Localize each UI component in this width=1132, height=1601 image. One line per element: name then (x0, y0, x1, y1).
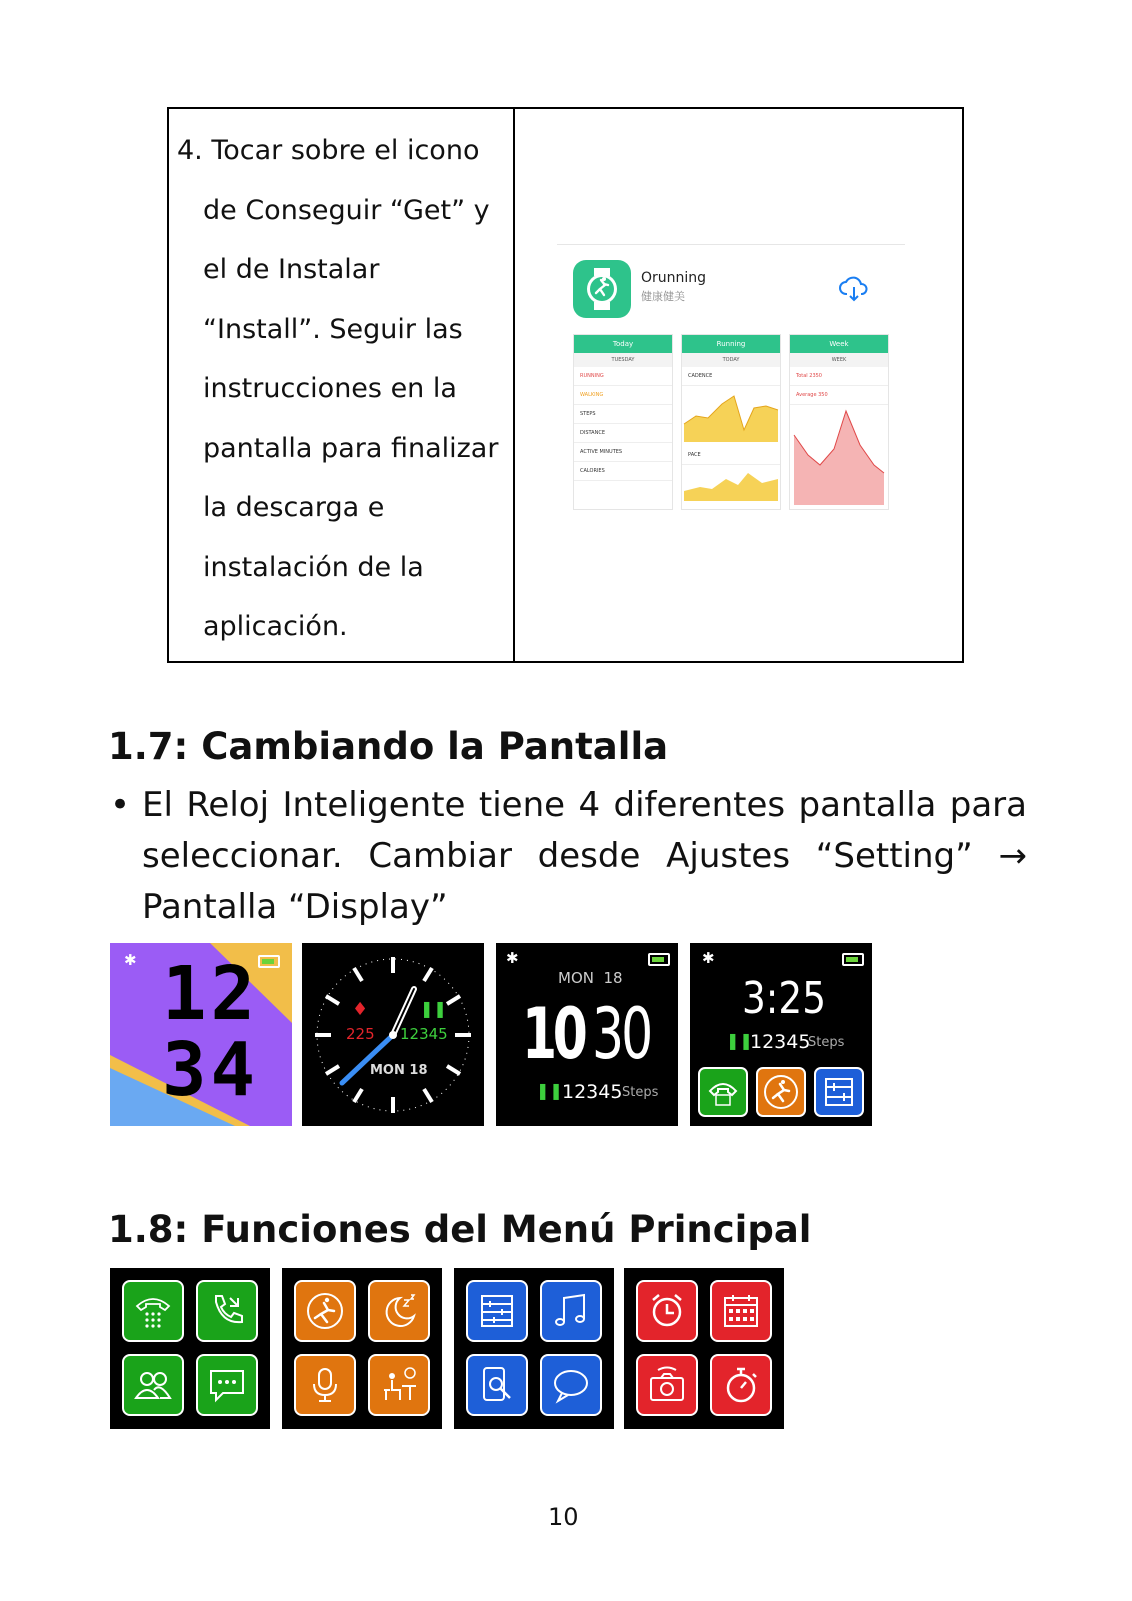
screen-row: DISTANCE (574, 424, 672, 443)
app-screenshot-week (789, 334, 889, 510)
footsteps-icon: ❚❚ (726, 1031, 753, 1050)
bullet: • (110, 785, 131, 825)
menu-page-utilities (624, 1268, 784, 1429)
analog-dial (302, 943, 484, 1126)
chat-tile[interactable] (540, 1354, 602, 1416)
stopwatch-icon (722, 1366, 760, 1404)
screen-subtitle: TODAY (682, 353, 780, 367)
menu-page-tools (454, 1268, 614, 1429)
message-bubble-icon (208, 1366, 246, 1404)
step-instructions (177, 121, 507, 657)
hour-digits: 12 (162, 951, 260, 1037)
runner-icon (306, 1292, 344, 1330)
camera-icon (648, 1366, 686, 1404)
app-screenshot-today (573, 334, 673, 510)
screen-row: PACE (682, 446, 780, 465)
word: “Setting” (815, 836, 973, 876)
step-line: de Conseguir “Get” y (203, 194, 490, 226)
steps-label: Steps (808, 1035, 845, 1050)
sleep-tile[interactable] (368, 1280, 430, 1342)
paragraph-line (142, 831, 1027, 882)
calendar-tile[interactable] (710, 1280, 772, 1342)
phone-keypad-icon (134, 1292, 172, 1330)
contacts-icon (134, 1366, 172, 1404)
table-divider (513, 109, 515, 661)
steps-value: 12345 (750, 1031, 811, 1053)
find-phone-tile[interactable] (466, 1354, 528, 1416)
voice-tile[interactable] (294, 1354, 356, 1416)
step-line: instalación de la (203, 551, 424, 583)
paragraph-line: Pantalla “Display” (142, 887, 448, 927)
flame-icon: ♦ (352, 999, 369, 1020)
minute-digits: 30 (592, 993, 651, 1075)
contacts-tile[interactable] (122, 1354, 184, 1416)
minute-digits: 34 (162, 1027, 260, 1113)
messages-tile[interactable] (196, 1354, 258, 1416)
bluetooth-icon: ✱ (124, 951, 137, 969)
sedentary-reminder-tile[interactable] (368, 1354, 430, 1416)
hour-digits: 10 (522, 993, 584, 1075)
steps-value: 12345 (400, 1025, 448, 1043)
phone-shortcut[interactable] (698, 1067, 748, 1117)
app-subtitle: 健康健美 (641, 290, 685, 303)
screen-row: Total 2350 (790, 367, 888, 386)
alarm-tile[interactable] (636, 1280, 698, 1342)
section-heading-1-7: 1.7: Cambiando la Pantalla (108, 725, 669, 768)
chat-bubble-icon (552, 1366, 590, 1404)
word: desde (537, 836, 641, 876)
divider (557, 244, 905, 245)
week-chart-graphic (790, 405, 888, 505)
watch-face-shortcuts (690, 943, 872, 1126)
screen-row: STEPS (574, 405, 672, 424)
watch-runner-icon (573, 260, 631, 318)
screen-row: Average 350 (790, 386, 888, 405)
sport-shortcut[interactable] (756, 1067, 806, 1117)
app-screenshot-running (681, 334, 781, 510)
phone-icon (700, 1069, 746, 1115)
step-line: aplicación. (203, 611, 348, 642)
paragraph-line: El Reloj Inteligente tiene 4 diferentes pantalla para (142, 785, 1027, 825)
battery-icon (842, 953, 864, 966)
settings-tile[interactable] (466, 1280, 528, 1342)
pace-chart-graphic (682, 465, 780, 501)
page-number: 10 (548, 1503, 579, 1531)
word: seleccionar. (142, 836, 343, 876)
watch-face-digital-blocks (110, 943, 292, 1126)
battery-icon (258, 955, 280, 968)
call-log-tile[interactable] (196, 1280, 258, 1342)
microphone-icon (306, 1366, 344, 1404)
cloud-download-icon[interactable] (839, 276, 869, 302)
music-tile[interactable] (540, 1280, 602, 1342)
menu-page-health (282, 1268, 442, 1429)
steps-value: 12345 (562, 1081, 623, 1103)
alarm-clock-icon (648, 1292, 686, 1330)
battery-icon (648, 953, 670, 966)
screen-row: CALORIES (574, 462, 672, 481)
bluetooth-icon: ✱ (702, 949, 715, 967)
word: Ajustes (666, 836, 791, 876)
watch-face-analog (302, 943, 484, 1126)
screen-title: Running (682, 335, 780, 353)
bluetooth-icon: ✱ (506, 949, 519, 967)
music-note-icon (552, 1292, 590, 1330)
word: Cambiar (368, 836, 512, 876)
date-label: MON 18 (558, 969, 623, 987)
calories-value: 225 (346, 1025, 375, 1043)
dialer-tile[interactable] (122, 1280, 184, 1342)
settings-shortcut[interactable] (814, 1067, 864, 1117)
arrow-right-icon: → (998, 836, 1027, 876)
screen-row: CADENCE (682, 367, 780, 386)
step-line: “Install”. Seguir las (203, 313, 463, 345)
watch-face-big-digital (496, 943, 678, 1126)
step-line: 4. Tocar sobre el icono (177, 135, 480, 166)
screen-title: Today (574, 335, 672, 353)
steps-label: Steps (622, 1085, 659, 1100)
sliders-icon (816, 1069, 862, 1115)
sliders-icon (478, 1292, 516, 1330)
call-transfer-icon (208, 1292, 246, 1330)
find-phone-icon (478, 1366, 516, 1404)
app-name: Orunning (641, 270, 707, 286)
runner-icon (758, 1069, 804, 1115)
footsteps-icon: ❚❚ (536, 1081, 563, 1100)
step-line: instrucciones en la (203, 373, 457, 404)
time-display: 3:25 (742, 973, 826, 1024)
step-line: el de Instalar (203, 254, 380, 285)
step-line: la descarga e (203, 492, 385, 523)
remote-camera-tile[interactable] (636, 1354, 698, 1416)
date-label: MON 18 (370, 1063, 428, 1078)
pedometer-tile[interactable] (294, 1280, 356, 1342)
screen-row: ACTIVE MINUTES (574, 443, 672, 462)
screen-title: Week (790, 335, 888, 353)
screen-subtitle: WEEK (790, 353, 888, 367)
step-line: pantalla para finalizar (203, 432, 499, 464)
calendar-icon (722, 1292, 760, 1330)
app-store-screenshot (557, 244, 905, 508)
cadence-chart-graphic (682, 386, 780, 442)
screen-row: WALKING (574, 386, 672, 405)
screen-subtitle: TUESDAY (574, 353, 672, 367)
stopwatch-tile[interactable] (710, 1354, 772, 1416)
step-table (167, 107, 964, 663)
sedentary-icon (380, 1366, 418, 1404)
screen-row: RUNNING (574, 367, 672, 386)
app-icon (573, 260, 631, 318)
footsteps-icon: ❚❚ (420, 999, 447, 1018)
menu-page-communication (110, 1268, 270, 1429)
moon-sleep-icon (380, 1292, 418, 1330)
section-heading-1-8: 1.8: Funciones del Menú Principal (108, 1208, 812, 1251)
